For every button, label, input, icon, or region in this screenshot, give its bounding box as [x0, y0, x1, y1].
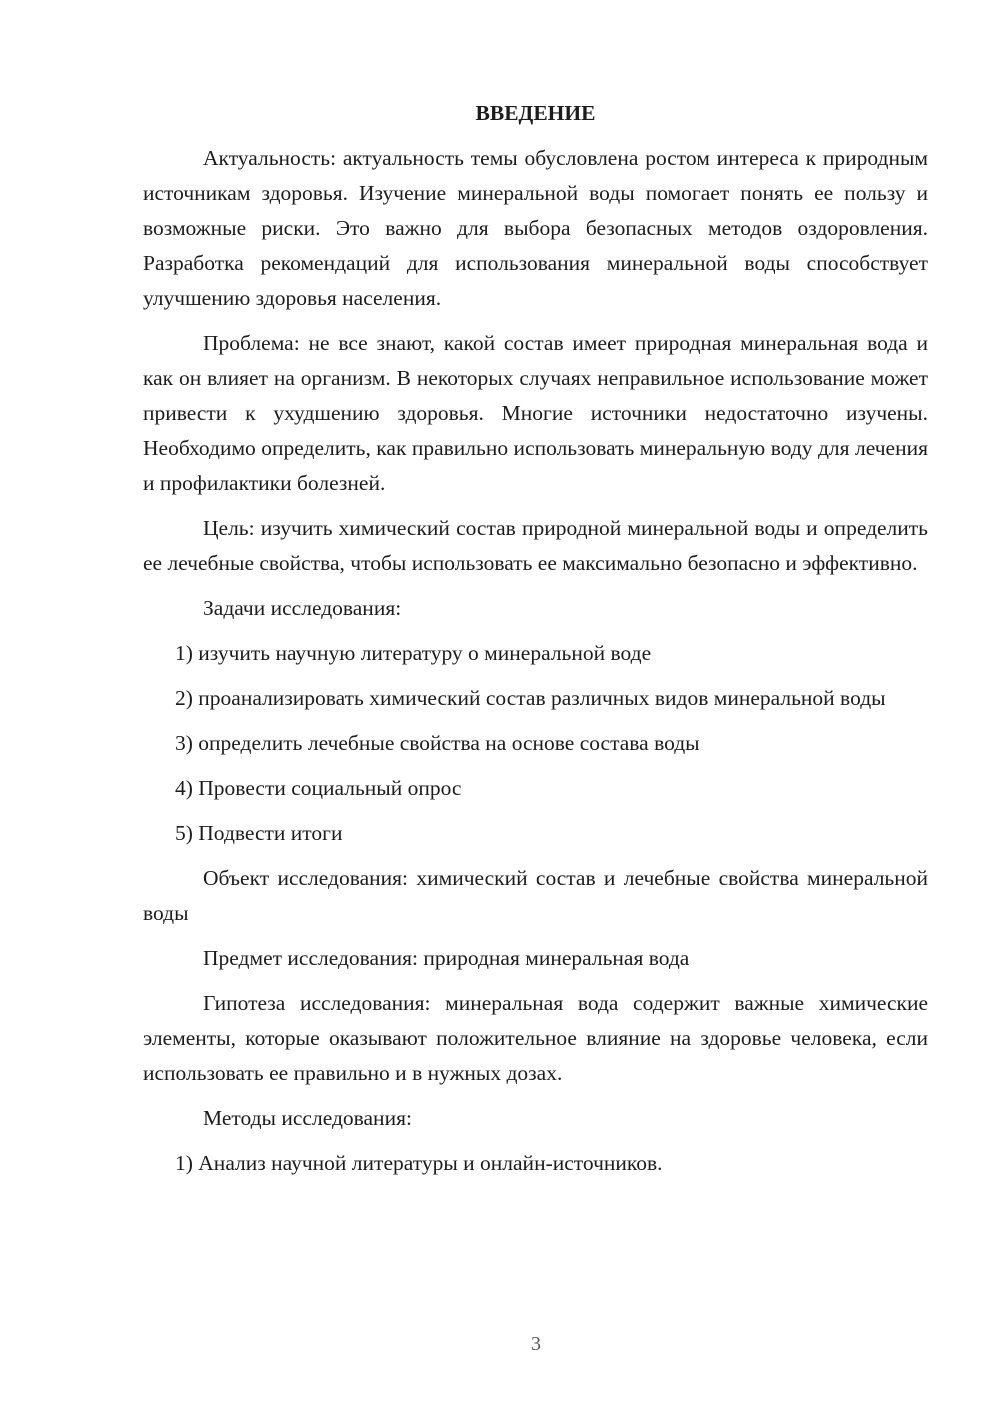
- object-paragraph: Объект исследования: химический состав и лечебные свойства минеральной воды: [143, 866, 928, 925]
- goal-paragraph: Цель: изучить химический состав природной минеральной воды и определить ее лечебные свойства, чтобы использовать ее максимально безопасно и эффективно.: [143, 516, 928, 575]
- tasks-title: Задачи исследования:: [203, 596, 402, 620]
- page-heading: ВВЕДЕНИЕ: [475, 101, 596, 125]
- task-item: 2) проанализировать химический состав различных видов минеральной воды: [175, 686, 886, 710]
- relevance-paragraph: Актуальность: актуальность темы обусловлена ростом интереса к природным источникам здоровья. Изучение минеральной воды помогает понять ее пользу и возможные риски. Это важно для выбора безопасных методов оздоровления. Разработка рекомендаций для использования минеральной воды способствует улучшению здоровья населения.: [143, 146, 928, 310]
- method-item: 1) Анализ научной литературы и онлайн-источников.: [175, 1151, 663, 1175]
- task-item: 3) определить лечебные свойства на основе состава воды: [175, 731, 700, 755]
- methods-title: Методы исследования:: [203, 1106, 412, 1130]
- task-item: 5) Подвести итоги: [175, 821, 343, 845]
- hypothesis-paragraph: Гипотеза исследования: минеральная вода содержит важные химические элементы, которые оказывают положительное влияние на здоровье человека, если использовать ее правильно и в нужных дозах.: [143, 991, 928, 1085]
- page-number: 3: [531, 1333, 541, 1355]
- page-content: [143, 96, 928, 1191]
- subject-paragraph: Предмет исследования: природная минеральная вода: [203, 946, 690, 970]
- problem-paragraph: Проблема: не все знают, какой состав имеет природная минеральная вода и как он влияет на организм. В некоторых случаях неправильное использование может привести к ухудшению здоровья. Многие источники недостаточно изучены. Необходимо определить, как правильно использовать минеральную воду для лечения и профилактики болезней.: [143, 331, 928, 495]
- task-item: 4) Провести социальный опрос: [175, 776, 462, 800]
- task-item: 1) изучить научную литературу о минеральной воде: [175, 641, 652, 665]
